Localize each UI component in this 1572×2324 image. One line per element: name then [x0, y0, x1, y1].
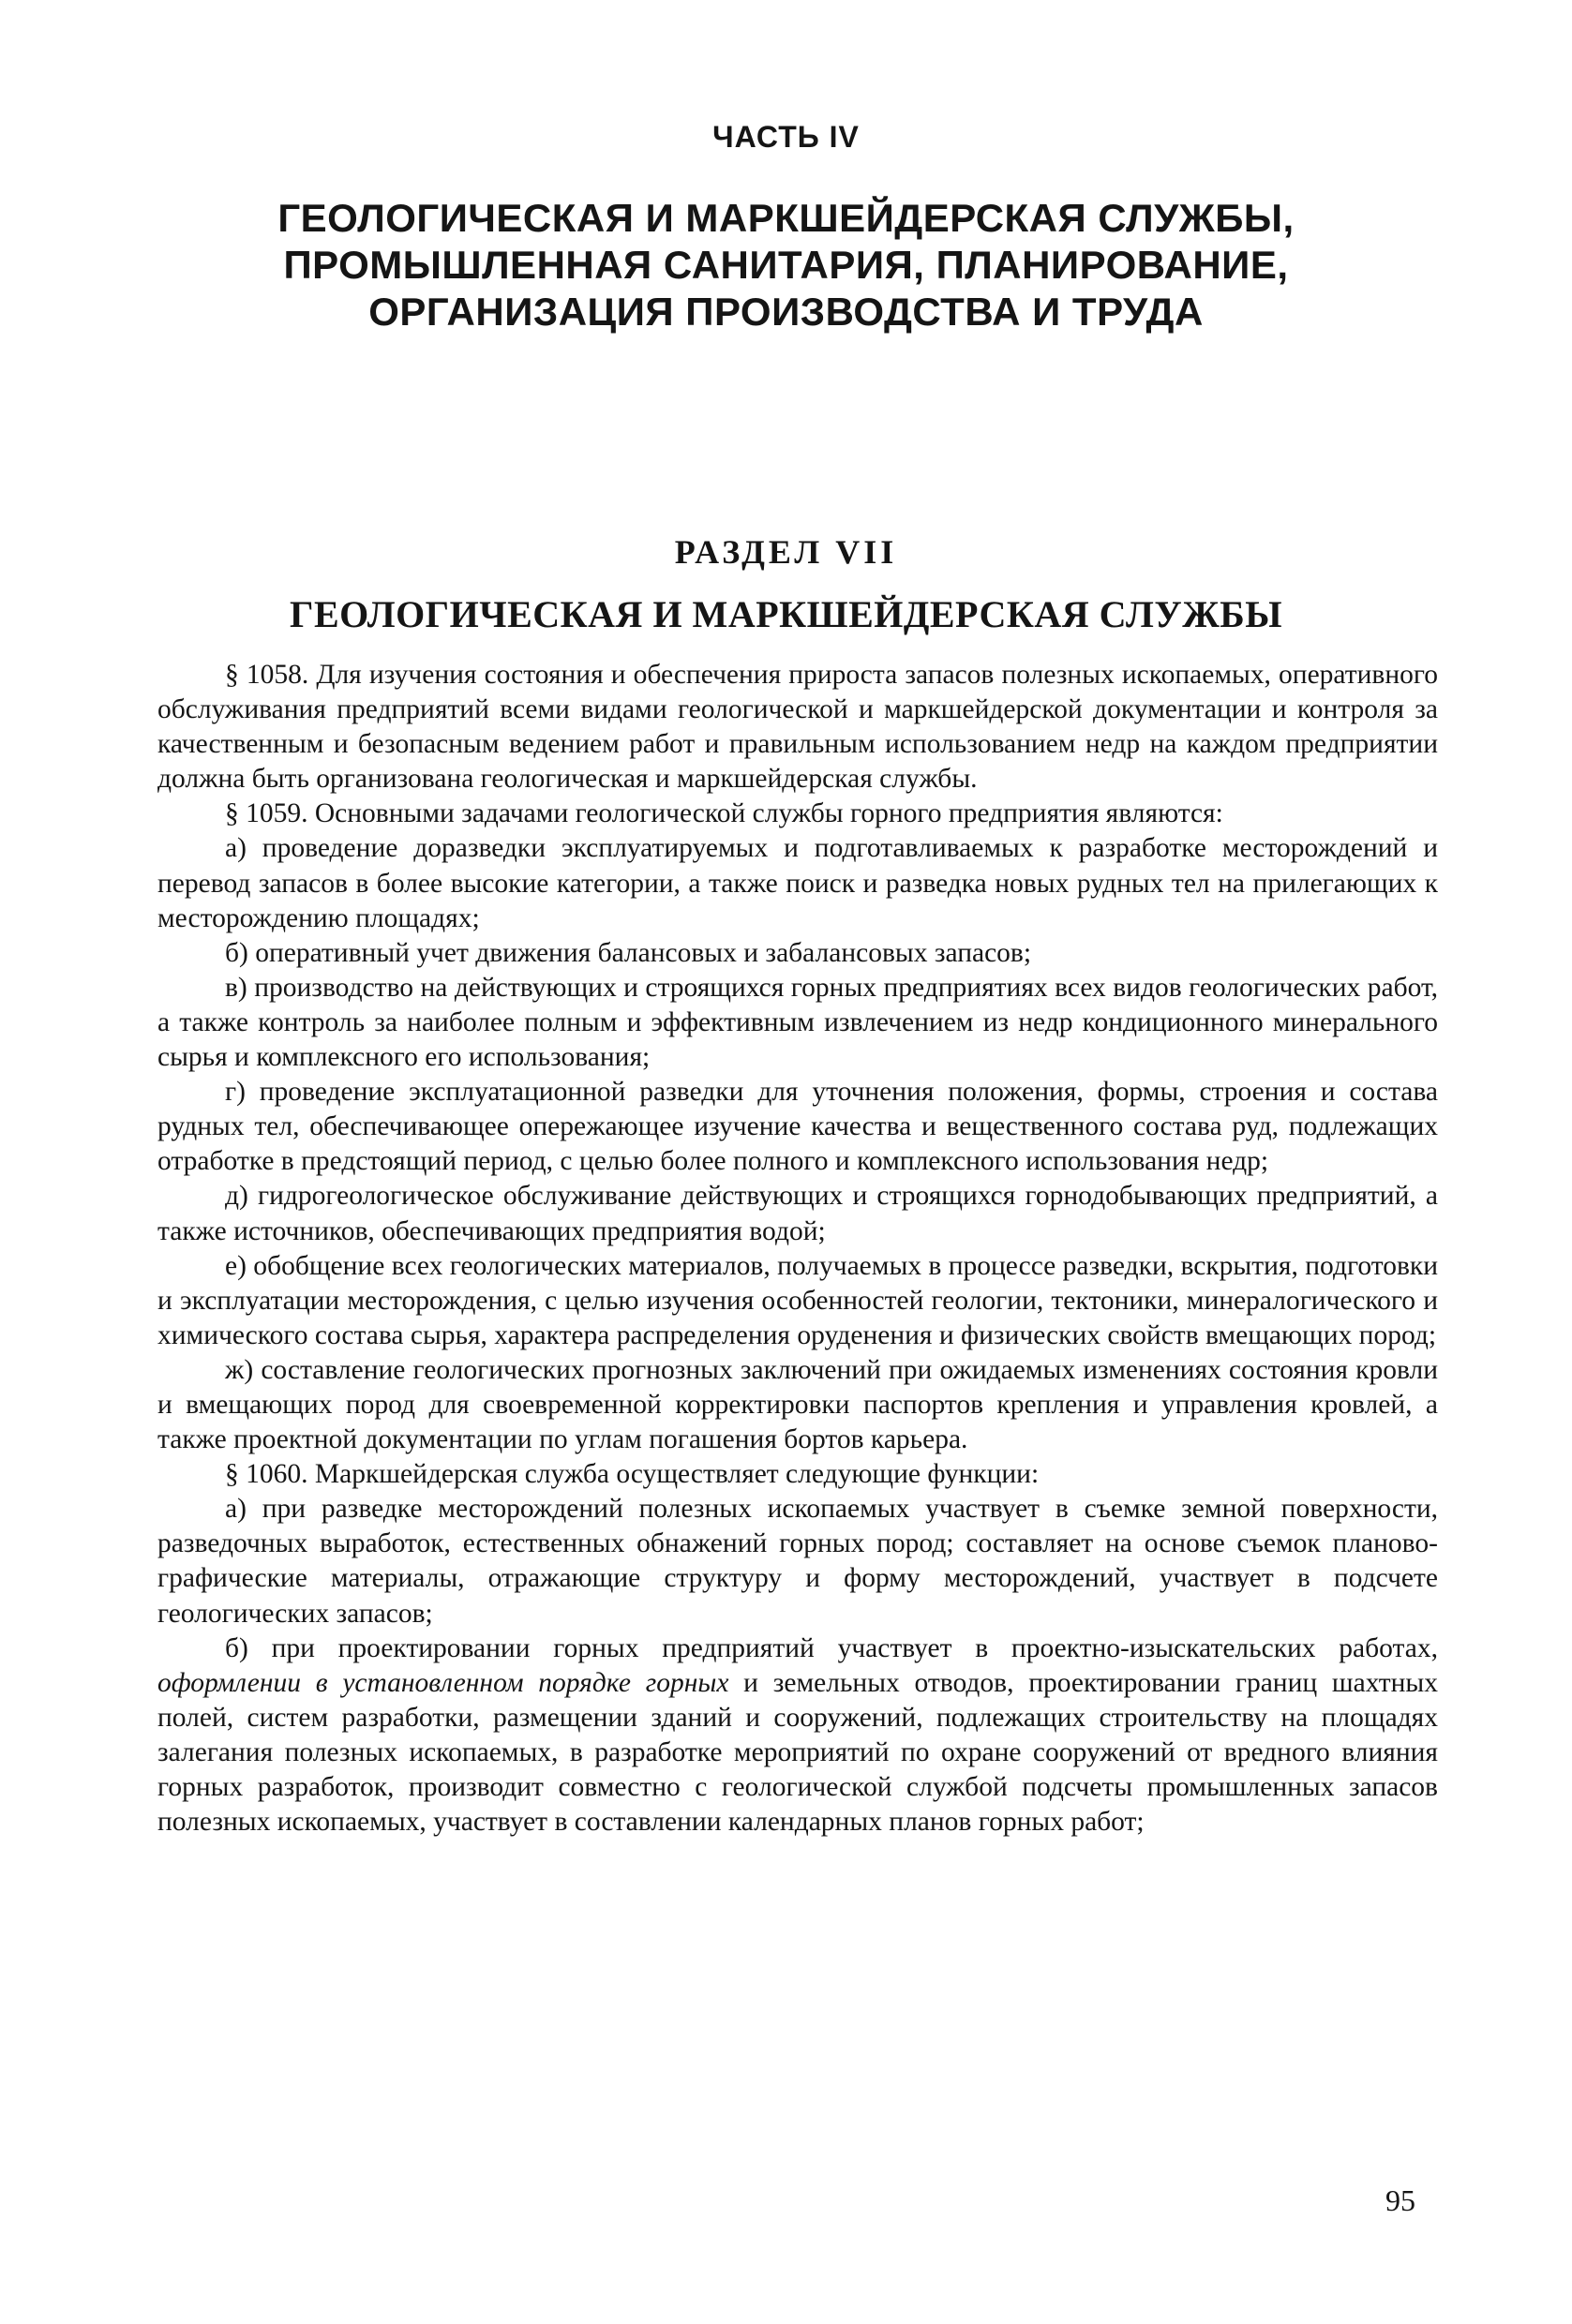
section-title: ГЕОЛОГИЧЕСКАЯ И МАРКШЕЙДЕРСКАЯ СЛУЖБЫ: [290, 593, 1282, 635]
paragraph-1060-b-italic: оформлении в установленном порядке горных: [157, 1667, 729, 1698]
section-label: РАЗДЕЛ VII: [674, 533, 898, 571]
paragraph-1060-b-part2: и земельных отводов, проектировании границ шахтных полей, систем разработки, размещении зданий и сооружений, подлежащих строительству на площадях залегания полезных ископаемых, в разработке мероприятий по охране сооружений от вредного влияния горных разработок, производит совместно с геологической службой подсчеты промышленных запасов полезных ископаемых, участвует в составлении календарных планов горных работ;: [157, 1667, 1438, 1838]
paragraph-1059-d: д) гидрогеологическое обслуживание действующих и строящихся горнодобывающих предприятий, а также источников, обеспечивающих предприятия водой;: [157, 1181, 1438, 1246]
part-title-line: ПРОМЫШЛЕННАЯ САНИТАРИЯ, ПЛАНИРОВАНИЕ,: [283, 243, 1289, 287]
paragraph-1059-zh: ж) составление геологических прогнозных заключений при ожидаемых изменениях состояния кровли и вмещающих пород для своевременной корректировки паспортов крепления и управления кровлей, а также проектной документации по углам погашения бортов карьера.: [157, 1354, 1438, 1455]
paragraph-1059-b: б) оперативный учет движения балансовых и забалансовых запасов;: [225, 937, 1032, 968]
paragraph-1060: § 1060. Маркшейдерская служба осуществляет следующие функции:: [225, 1459, 1040, 1490]
paragraph-1059-a: а) проведение доразведки эксплуатируемых и подготавливаемых к разработке месторождений и перевод запасов в более высокие категории, а также поиск и разведка новых рудных тел на прилегающих к месторождению площадях;: [157, 833, 1438, 933]
part-title: [0, 195, 1572, 335]
paragraph-1059: § 1059. Основными задачами геологической службы горного предприятия являются:: [225, 798, 1223, 829]
paragraph-1059-g: г) проведение эксплуатационной разведки для уточнения положения, формы, строения и состава рудных тел, обеспечивающее опережающее изучение качества и вещественного состава руд, подлежащих отработке в предстоящий период, с целью более полного и комплексного использования недр;: [157, 1077, 1438, 1177]
part-title-line: ГЕОЛОГИЧЕСКАЯ И МАРКШЕЙДЕРСКАЯ СЛУЖБЫ,: [277, 196, 1295, 240]
page-number: 95: [1385, 2183, 1415, 2217]
paragraph-1060-b-part1: б) при проектировании горных предприятий участвует в проектно-изыскательских работах,: [225, 1632, 1438, 1663]
paragraph-1060-a: а) при разведке месторождений полезных ископаемых участвует в съемке земной поверхности, разведочных выработок, естественных обнажений горных пород; составляет на основе съемок планово-графические материалы, отражающие структуру и форму месторождений, участвует в подсчете геологических запасов;: [157, 1494, 1438, 1629]
part-title-line: ОРГАНИЗАЦИЯ ПРОИЗВОДСТВА И ТРУДА: [368, 290, 1204, 334]
paragraph-1058: § 1058. Для изучения состояния и обеспечения прироста запасов полезных ископаемых, оперативного обслуживания предприятий всеми видами геологической и маркшейдерской документации и контроля за качественным и безопасным ведением работ и правильным использованием недр на каждом предприятии должна быть организована геологическая и маркшейдерская службы.: [157, 660, 1438, 795]
paragraph-1059-e: е) обобщение всех геологических материалов, получаемых в процессе разведки, вскрытия, подготовки и эксплуатации месторождения, с целью изучения особенностей геологии, тектоники, минералогического и химического состава сырья, характера распределения оруденения и физических свойств вмещающих пород;: [157, 1250, 1438, 1350]
body-text: [157, 658, 1438, 1840]
paragraph-1060-b: [157, 1631, 1438, 1840]
part-label: ЧАСТЬ IV: [712, 120, 860, 154]
paragraph-1059-v: в) производство на действующих и строящихся горных предприятиях всех видов геологических работ, а также контроль за наиболее полным и эффективным извлечением из недр кондиционного минерального сырья и комплексного его использования;: [157, 972, 1438, 1073]
